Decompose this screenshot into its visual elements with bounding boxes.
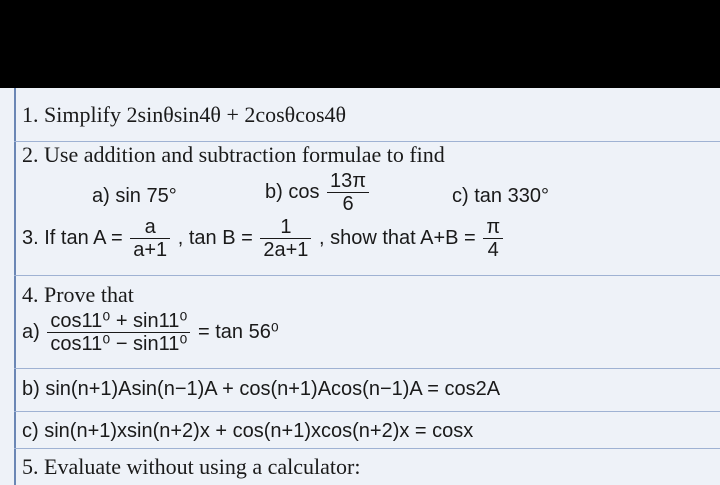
q4-part-a (22, 310, 279, 355)
q3-tanA: tan A = (60, 226, 123, 249)
q2-label: 2. Use addition and subtraction formulae to find (22, 142, 445, 167)
q3-a-denominator: a+1 (133, 239, 168, 261)
q4-part-b: b) sin(n+1)Asin(n−1)A + cos(n+1)Acos(n−1)A = cos2A (22, 378, 501, 400)
question-5 (22, 454, 360, 480)
q4-a-tag: a) (22, 320, 40, 343)
q3-show-that: , show that (318, 226, 416, 249)
q3-a-numerator: a (130, 216, 170, 239)
q1-label: 1. Simplify (22, 102, 122, 127)
q1-expression: 2sinθsin4θ + 2cosθcos4θ (126, 102, 347, 127)
divider-line (14, 411, 720, 412)
q2-part-a: a) sin 75° (92, 185, 177, 207)
q4-a-rhs: = tan 56⁰ (197, 320, 279, 343)
q3-b-denominator: 2a+1 (263, 239, 309, 261)
q2-part-b (265, 170, 371, 215)
q3-b-numerator: 1 (260, 216, 311, 239)
q4-label: 4. Prove that (22, 282, 134, 307)
q3-pi-fraction (483, 216, 503, 261)
q2-b-fraction (327, 170, 369, 215)
q2-b-label: b) cos (265, 180, 320, 203)
divider-line (14, 275, 720, 276)
q3-pi: π (483, 216, 503, 239)
q3-b-fraction (260, 216, 311, 261)
question-4 (22, 282, 134, 308)
q2-b-denominator: 6 (342, 193, 354, 215)
q3-tanB: , tan B = (177, 226, 253, 249)
question-2 (22, 142, 445, 168)
worksheet (0, 88, 720, 485)
q5-label: 5. Evaluate without using a calculator: (22, 454, 361, 479)
q3-a-fraction (130, 216, 170, 261)
left-margin-line (14, 88, 16, 485)
q3-four: 4 (487, 239, 499, 261)
q4-a-denominator: cos11⁰ − sin11⁰ (50, 333, 188, 355)
q4-a-fraction (47, 310, 190, 355)
q3-label: 3. If (22, 226, 56, 249)
question-1 (22, 102, 346, 128)
q3-expression: A+B = (420, 226, 476, 249)
divider-line (14, 368, 720, 369)
question-3 (22, 216, 505, 261)
divider-line (14, 448, 720, 449)
q4-a-numerator: cos11⁰ + sin11⁰ (47, 310, 190, 333)
q2-part-c: c) tan 330° (452, 185, 549, 207)
q4-part-c: c) sin(n+1)xsin(n+2)x + cos(n+1)xcos(n+2)x = cosx (22, 420, 474, 442)
q2-b-numerator: 13π (327, 170, 369, 193)
